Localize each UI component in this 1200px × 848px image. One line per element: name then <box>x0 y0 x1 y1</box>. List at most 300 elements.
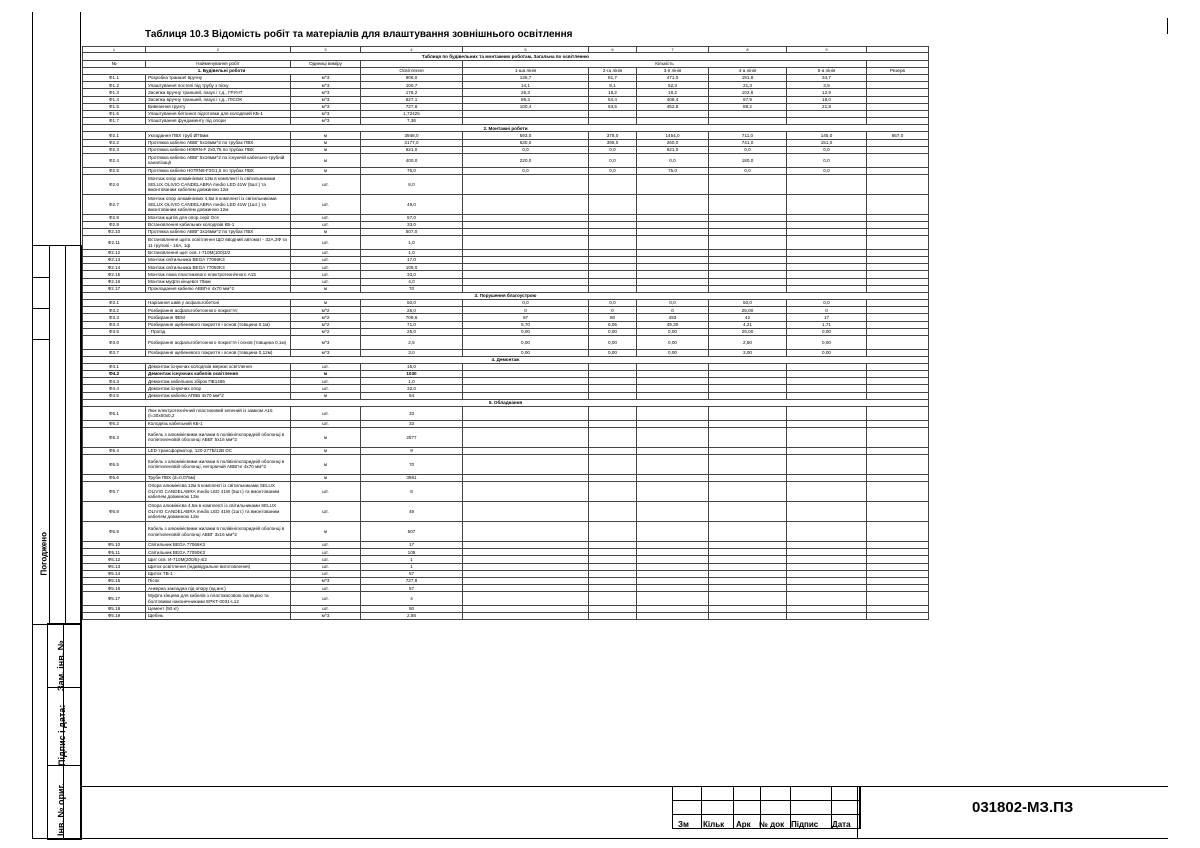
cell-unit: м^3 <box>291 74 361 81</box>
cell-reserve <box>867 167 929 174</box>
cell-unit: шт. <box>291 236 361 250</box>
cell-lighting: 1 <box>361 563 463 570</box>
cell-unit: шт. <box>291 278 361 285</box>
cell-line-4 <box>709 549 787 556</box>
cell-lighting: 1 <box>361 556 463 563</box>
header-unit: Одиниці виміру <box>291 60 361 67</box>
cell-line-2 <box>589 285 637 292</box>
cell-lighting: 727,8 <box>361 578 463 585</box>
cell-code: Ф5.19 <box>83 613 146 620</box>
cell-name: Монтаж муфти кінцевої 70мм <box>146 278 291 285</box>
cell-line-1 <box>463 194 589 214</box>
header-qty: Кількість <box>463 60 867 67</box>
cell-line-1: 0 <box>463 307 589 314</box>
cell-reserve: 667,0 <box>867 132 929 139</box>
cell-line-5: 18,0 <box>787 96 867 103</box>
cell-unit: м <box>291 229 361 236</box>
cell-line-2: 80 <box>589 314 637 321</box>
cell-reserve <box>867 249 929 256</box>
cell-reserve <box>867 385 929 392</box>
cell-line-2 <box>589 482 637 502</box>
cell-line-3 <box>637 454 709 474</box>
cell-line-2: 81,7 <box>589 74 637 81</box>
table-row <box>83 118 929 125</box>
cell-reserve <box>867 300 929 307</box>
table-row <box>83 328 929 335</box>
cell-unit: м <box>291 371 361 378</box>
table-row <box>83 82 929 89</box>
table-row <box>83 420 929 427</box>
table-row <box>83 474 929 481</box>
cell-line-1: 0,0 <box>463 300 589 307</box>
table-row <box>83 214 929 221</box>
cell-line-4 <box>709 407 787 421</box>
cell-line-2 <box>589 278 637 285</box>
cell-line-2 <box>589 585 637 592</box>
cell-lighting: 7,36 <box>361 118 463 125</box>
stamp-label-kilk: Кільк <box>703 820 725 829</box>
cell-line-5: 0,0 <box>787 154 867 168</box>
table-row <box>83 264 929 271</box>
cell-line-2 <box>589 221 637 228</box>
cell-reserve <box>867 563 929 570</box>
cell-line-4: 67,9 <box>709 96 787 103</box>
cell-line-2 <box>589 454 637 474</box>
cell-line-5 <box>787 522 867 542</box>
cell-lighting: 400,0 <box>361 154 463 168</box>
table-row <box>83 74 929 81</box>
cell-line-5: 12,9 <box>787 89 867 96</box>
cell-line-2 <box>589 236 637 250</box>
cell-line-1 <box>463 420 589 427</box>
cell-code: Ф3.1 <box>83 300 146 307</box>
cell-code: Ф5.4 <box>83 447 146 454</box>
cell-line-3: 260,0 <box>637 139 709 146</box>
cell-line-3: 0,0 <box>637 300 709 307</box>
section-title: 1. Будівельні роботи <box>83 67 361 74</box>
cell-unit: шт. <box>291 420 361 427</box>
cell-line-5 <box>787 214 867 221</box>
cell-code: Ф2.7 <box>83 194 146 214</box>
cell-lighting: 1,72425 <box>361 110 463 117</box>
cell-unit: шт. <box>291 605 361 612</box>
cell-unit: шт. <box>291 256 361 263</box>
cell-reserve <box>867 447 929 454</box>
cell-reserve <box>867 328 929 335</box>
cell-line-2 <box>589 542 637 549</box>
cell-code: Ф4.1 <box>83 363 146 370</box>
cell-reserve <box>867 371 929 378</box>
cell-reserve <box>867 221 929 228</box>
cell-line-2: 0,00 <box>589 349 637 356</box>
cell-code: Ф5.15 <box>83 578 146 585</box>
cell-line-5: 0,0 <box>787 167 867 174</box>
cell-code: Ф5.1 <box>83 407 146 421</box>
cell-line-4 <box>709 578 787 585</box>
cell-line-5 <box>787 249 867 256</box>
cell-reserve <box>867 264 929 271</box>
cell-line-3 <box>637 378 709 385</box>
cell-name: Демонтаж існуючих кабелів освітлення <box>146 371 291 378</box>
inv-replace-label: Зам. інв. № <box>56 640 66 691</box>
cell-name: Муфта кінцева для кабелів з пластмасовою ізоляцією та болтовими наконечниками EPKT-0031-L12 <box>146 592 291 606</box>
cell-line-5 <box>787 118 867 125</box>
cell-line-1: 9,70 <box>463 321 589 328</box>
cell-line-4 <box>709 522 787 542</box>
cell-reserve <box>867 592 929 606</box>
cell-lighting: 627,1 <box>361 96 463 103</box>
cell-name: Щебінь <box>146 613 291 620</box>
stamp-top-line <box>80 786 1168 787</box>
header-sub: 3-я лінія <box>637 67 709 74</box>
cell-line-2 <box>589 447 637 454</box>
cell-name: Щиток ТВ-1 <box>146 570 291 577</box>
cell-line-4: 2,50 <box>709 336 787 350</box>
cell-reserve <box>867 454 929 474</box>
section-header-row <box>83 399 929 406</box>
table-row <box>83 146 929 153</box>
cell-line-3 <box>637 407 709 421</box>
cell-code: Ф2.2 <box>83 139 146 146</box>
cell-reserve <box>867 214 929 221</box>
header-sub: Резерв <box>867 67 929 74</box>
table-row <box>83 96 929 103</box>
column-number: 2 <box>146 47 291 53</box>
cell-name: Протяжка кабелю H07RN8-F3G1,5 по трубах ПВХ <box>146 167 291 174</box>
table-row <box>83 349 929 356</box>
cell-code: Ф1.3 <box>83 89 146 96</box>
table-row <box>83 132 929 139</box>
table-row <box>83 103 929 110</box>
cell-unit: м <box>291 132 361 139</box>
cell-line-5 <box>787 174 867 194</box>
cell-reserve <box>867 96 929 103</box>
cell-reserve <box>867 74 929 81</box>
cell-line-1: 26,3 <box>463 89 589 96</box>
cell-lighting: 70 <box>361 285 463 292</box>
cell-line-2: 18,2 <box>589 89 637 96</box>
cell-line-5: 145,0 <box>787 132 867 139</box>
cell-lighting: 109,0 <box>361 264 463 271</box>
column-number: 6 <box>589 47 637 53</box>
header-sub: Освітлення <box>361 67 463 74</box>
cell-line-3 <box>637 278 709 285</box>
cell-line-3 <box>637 474 709 481</box>
cell-code: Ф4.5 <box>83 392 146 399</box>
cell-code: Ф3.4 <box>83 321 146 328</box>
cell-name: Опора алюмінієва 4,5м в комплекті із світильниками SELUX OLIVIO CANDELABRA medio LED 41W (1шт.) та вмонтованим кабелем довжиною 12м <box>146 502 291 522</box>
cell-name: - Проїзд <box>146 328 291 335</box>
table-row <box>83 300 929 307</box>
table-row <box>83 256 929 263</box>
cell-line-2 <box>589 385 637 392</box>
cell-name: Монтаж світильника BEGA 77066K3 <box>146 256 291 263</box>
cell-name: Встановлення щита освітлення ЩО вводний автомат - 32А,3Ф та 11 групові - 16А, 1ф <box>146 236 291 250</box>
cell-line-2: 9,1 <box>589 82 637 89</box>
cell-line-1 <box>463 563 589 570</box>
cell-line-4: 711,0 <box>709 132 787 139</box>
cell-unit: м^3 <box>291 82 361 89</box>
cell-name: Труби ПВХ (d=0,075м) <box>146 474 291 481</box>
cell-code: Ф5.7 <box>83 482 146 502</box>
cell-line-5 <box>787 570 867 577</box>
cell-name: Протяжка кабелю АВВГ 3х16мм^2 по трубах ПВХ <box>146 229 291 236</box>
inv-orig-label: Інв. № ориг. <box>56 783 66 836</box>
table-row <box>83 371 929 378</box>
cell-line-1 <box>463 214 589 221</box>
frame-bottom-edge <box>32 838 1168 839</box>
cell-line-2 <box>589 378 637 385</box>
sheet-title: Таблиця 10.3 Відомість робіт та матеріалів для влаштування зовнішнього освітлення <box>145 29 573 40</box>
cell-code: Ф4.2 <box>83 371 146 378</box>
cell-line-1 <box>463 502 589 522</box>
cell-name: LED-трансформатор, 120-277В/12В DC <box>146 447 291 454</box>
cell-line-1: 0,00 <box>463 328 589 335</box>
cell-line-3: 18,2 <box>637 89 709 96</box>
cell-line-1 <box>463 427 589 447</box>
table-row <box>83 378 929 385</box>
cell-line-5 <box>787 549 867 556</box>
cell-lighting: 57,0 <box>361 214 463 221</box>
cell-line-3 <box>637 229 709 236</box>
cell-reserve <box>867 278 929 285</box>
cell-line-2 <box>589 118 637 125</box>
cell-code: Ф5.2 <box>83 420 146 427</box>
cell-line-2 <box>589 522 637 542</box>
cell-lighting: 3981 <box>361 474 463 481</box>
cell-line-3 <box>637 605 709 612</box>
cell-line-3: 1454,0 <box>637 132 709 139</box>
table-row <box>83 570 929 577</box>
cell-line-3 <box>637 482 709 502</box>
table-row <box>83 556 929 563</box>
cell-line-3 <box>637 578 709 585</box>
cell-reserve <box>867 482 929 502</box>
cell-code: Ф5.18 <box>83 605 146 612</box>
cell-name: Улаштування фундаменту під опори <box>146 118 291 125</box>
cell-line-4 <box>709 563 787 570</box>
cell-code: Ф2.14 <box>83 264 146 271</box>
cell-name: Встановлення щит осв. І-710М(100)3/2 <box>146 249 291 256</box>
cell-line-1 <box>463 447 589 454</box>
cell-reserve <box>867 321 929 328</box>
cell-line-5 <box>787 407 867 421</box>
table-row <box>83 613 929 620</box>
cell-line-4 <box>709 454 787 474</box>
cell-reserve <box>867 271 929 278</box>
table-row <box>83 307 929 314</box>
cell-line-5 <box>787 371 867 378</box>
table-row <box>83 110 929 117</box>
section-title: 3. Порушення благоустрою <box>83 292 929 299</box>
table-row <box>83 229 929 236</box>
cell-line-3 <box>637 371 709 378</box>
cell-lighting: 54 <box>361 392 463 399</box>
cell-line-2 <box>589 563 637 570</box>
cell-line-4 <box>709 585 787 592</box>
cell-line-3 <box>637 249 709 256</box>
cell-name: Монтаж щитів для опор серії Ocs <box>146 214 291 221</box>
cell-line-1 <box>463 110 589 117</box>
cell-name: Пісок <box>146 578 291 585</box>
cell-line-3 <box>637 570 709 577</box>
cell-reserve <box>867 236 929 250</box>
cell-line-2 <box>589 407 637 421</box>
cell-name: Укладання ПВХ труб Ø75мм <box>146 132 291 139</box>
cell-line-2 <box>589 110 637 117</box>
cell-unit: м^3 <box>291 349 361 356</box>
cell-name: Засипка вручну траншей, пазух і т.д., ГРУНТ <box>146 89 291 96</box>
cell-name: Протяжка кабелю H05RN-F 2х0,75 по трубах ПВХ <box>146 146 291 153</box>
section-title: 4. Демонтаж <box>83 356 929 363</box>
cell-unit: шт. <box>291 271 361 278</box>
cell-line-4 <box>709 502 787 522</box>
cell-name: Анкерна закладна під опору (кд.анг.) <box>146 585 291 592</box>
cell-unit: шт. <box>291 482 361 502</box>
cell-line-3 <box>637 502 709 522</box>
cell-reserve <box>867 549 929 556</box>
frame-right-mark <box>1167 18 1168 34</box>
cell-lighting: 9 <box>361 447 463 454</box>
cell-line-2 <box>589 474 637 481</box>
table-row <box>83 549 929 556</box>
header-sub: 1-ша лінія <box>463 67 589 74</box>
cell-line-4 <box>709 556 787 563</box>
cell-unit: м <box>291 285 361 292</box>
stamp-label-ark: Арк <box>736 820 751 829</box>
cell-name: Люк електротехнічний пластиковий зелений із замком А15 (l=30х60х0,2 <box>146 407 291 421</box>
cell-line-5 <box>787 502 867 522</box>
cell-line-2 <box>589 249 637 256</box>
cell-code: Ф5.9 <box>83 522 146 542</box>
table-row <box>83 522 929 542</box>
cell-lighting: 709,6 <box>361 314 463 321</box>
cell-line-5: 0,00 <box>787 336 867 350</box>
cell-line-4 <box>709 570 787 577</box>
cell-reserve <box>867 570 929 577</box>
cell-name: Розбирання асфальтобетонного покриття і основ (товщина 0,1м) <box>146 336 291 350</box>
cell-lighting: 1,0 <box>361 378 463 385</box>
cell-line-4 <box>709 542 787 549</box>
cell-unit: м <box>291 167 361 174</box>
cell-line-5: 0,0 <box>787 146 867 153</box>
cell-unit: шт. <box>291 542 361 549</box>
cell-reserve <box>867 314 929 321</box>
cell-lighting: 33,0 <box>361 221 463 228</box>
table-row <box>83 314 929 321</box>
cell-line-2 <box>589 427 637 447</box>
column-number: 7 <box>637 47 709 53</box>
cell-lighting: 1030 <box>361 371 463 378</box>
cell-line-3 <box>637 194 709 214</box>
cell-lighting: 2,88 <box>361 613 463 620</box>
cell-unit: м^2 <box>291 307 361 314</box>
cell-name: Протяжка кабелю АВВГ 5х16мм^2 по існуючій кабельно-трубній каналізації <box>146 154 291 168</box>
cell-reserve <box>867 307 929 314</box>
cell-line-4 <box>709 118 787 125</box>
cell-line-2 <box>589 271 637 278</box>
cell-lighting: 100,7 <box>361 82 463 89</box>
cell-line-2: 63,5 <box>589 103 637 110</box>
column-number: 1 <box>83 47 146 53</box>
cell-line-4: 89,2 <box>709 103 787 110</box>
cell-line-5 <box>787 578 867 585</box>
cell-line-4 <box>709 378 787 385</box>
cell-line-1 <box>463 229 589 236</box>
section-title: 2. Монтажні роботи <box>83 125 929 132</box>
cell-line-5 <box>787 605 867 612</box>
cell-lighting: 507 <box>361 522 463 542</box>
cell-line-5 <box>787 454 867 474</box>
table-row <box>83 154 929 168</box>
cell-reserve <box>867 378 929 385</box>
column-number: 5 <box>463 47 589 53</box>
cell-line-5: 151,0 <box>787 139 867 146</box>
cell-name: Засипка вручну траншей, пазух і т.д., ПІСОК <box>146 96 291 103</box>
cell-lighting: 50 <box>361 605 463 612</box>
cell-unit: шт. <box>291 585 361 592</box>
side-box-lower <box>47 623 82 840</box>
cell-line-4 <box>709 447 787 454</box>
cell-code: Ф2.6 <box>83 174 146 194</box>
cell-code: Ф3.2 <box>83 307 146 314</box>
cell-line-1 <box>463 585 589 592</box>
table-row <box>83 392 929 399</box>
cell-line-4 <box>709 613 787 620</box>
cell-line-1 <box>463 118 589 125</box>
cell-code: Ф1.2 <box>83 82 146 89</box>
section-header-row <box>83 356 929 363</box>
table-row <box>83 285 929 292</box>
cell-reserve <box>867 103 929 110</box>
cell-lighting: 15,0 <box>361 363 463 370</box>
cell-unit: шт. <box>291 221 361 228</box>
cell-line-1 <box>463 613 589 620</box>
cell-reserve <box>867 146 929 153</box>
cell-unit: м <box>291 300 361 307</box>
table-row <box>83 385 929 392</box>
cell-line-2 <box>589 392 637 399</box>
cell-line-1: 0,00 <box>463 336 589 350</box>
cell-line-4 <box>709 482 787 502</box>
cell-code: Ф2.9 <box>83 221 146 228</box>
header-sub: 4-а лінія <box>709 67 787 74</box>
cell-name: Демонтаж кабелю АПВБ 4х70 мм^2 <box>146 392 291 399</box>
cell-unit: шт. <box>291 174 361 194</box>
cell-line-2: 0,00 <box>589 328 637 335</box>
cell-code: Ф1.7 <box>83 118 146 125</box>
cell-code: Ф1.4 <box>83 96 146 103</box>
cell-line-2 <box>589 371 637 378</box>
cell-reserve <box>867 542 929 549</box>
cell-lighting: 4 <box>361 592 463 606</box>
cell-unit: м^3 <box>291 578 361 585</box>
cell-name: Щиток освітлення (індивідуальне виготовлення) <box>146 563 291 570</box>
cell-line-4: 102,6 <box>709 89 787 96</box>
cell-line-3 <box>637 522 709 542</box>
cell-lighting: 507,0 <box>361 229 463 236</box>
stamp-label-sign: Підпис <box>791 820 819 829</box>
cell-code: Ф2.1 <box>83 132 146 139</box>
cell-line-2 <box>589 549 637 556</box>
cell-unit: шт. <box>291 214 361 221</box>
cell-line-3: 621,0 <box>637 146 709 153</box>
cell-code: Ф5.12 <box>83 556 146 563</box>
cell-line-3 <box>637 221 709 228</box>
cell-line-4: 0,0 <box>709 167 787 174</box>
cell-reserve <box>867 502 929 522</box>
cell-line-3 <box>637 118 709 125</box>
